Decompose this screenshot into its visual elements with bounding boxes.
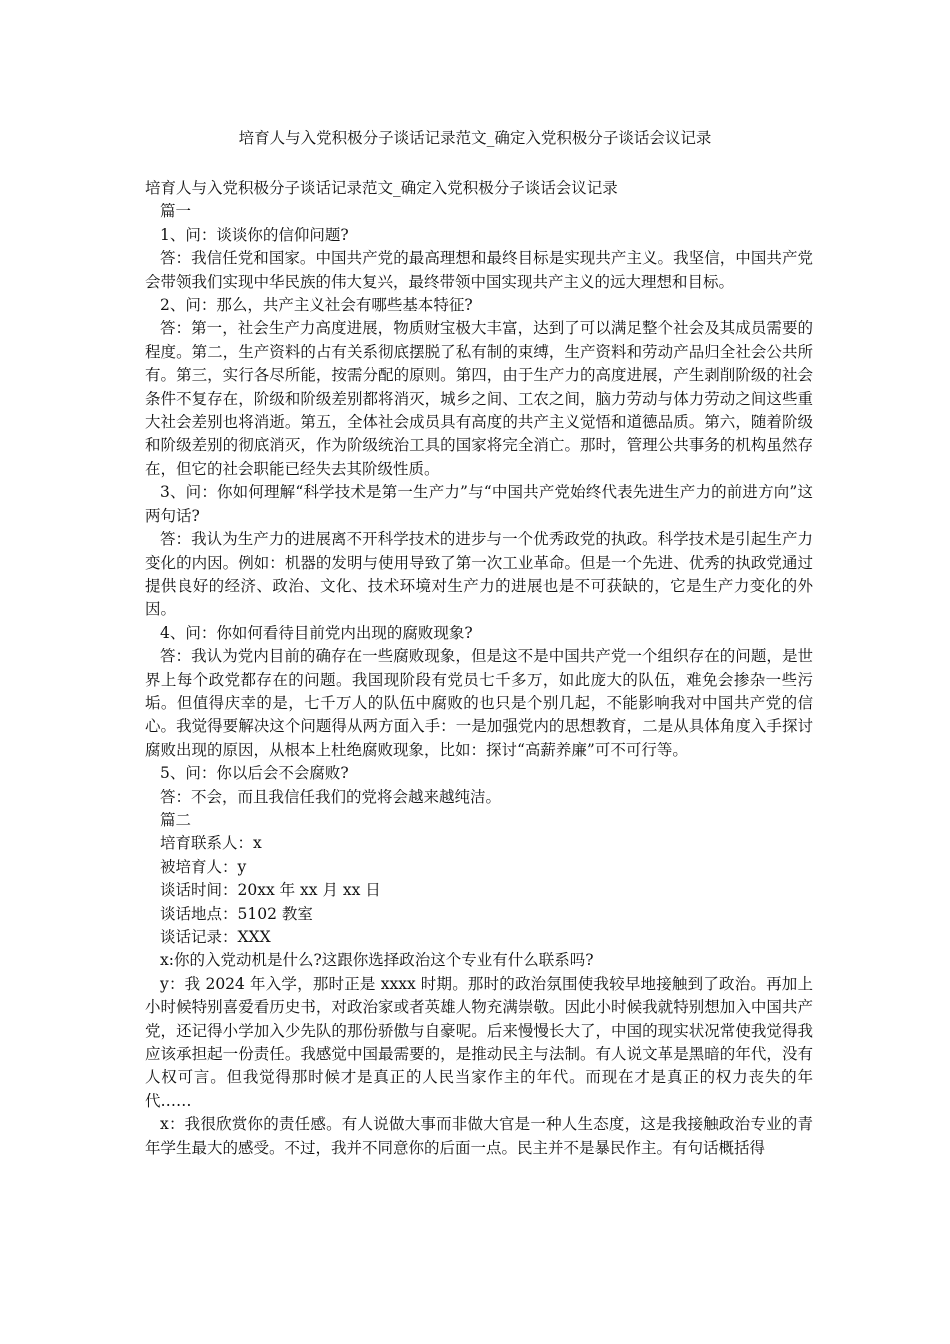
paragraph: 5、问：你以后会不会腐败? <box>160 764 349 783</box>
paragraph: y：我 2024 年入学，那时正是 xxxx 时期。那时的政治氛围使我较早地接触到了政治。再加上小时候特别喜爱看历史书，对政治家或者英雄人物充满崇敬。因此小时候我就特别想加入中国共产党，还记得小学加入少先队的那份骄傲与自豪呢。后来慢慢长大了，中国的现实状况常使我觉得我应该承担起一份责任。我感觉中国最需要的，是推动民主与法制。有人说文革是黑暗的年代，没有人权可言。但我觉得那时候才是真正的人民当家作主的年代。而现在才是真正的权力丧失的年代…… <box>145 974 813 1110</box>
paragraph: 被培育人：y <box>160 857 247 876</box>
paragraph: 答：我信任党和国家。中国共产党的最高理想和最终目标是实现共产主义。我坚信，中国共产党会带领我们实现中华民族的伟大复兴，最终带领中国实现共产主义的远大理想和目标。 <box>145 249 813 291</box>
paragraph: 谈话记录：XXX <box>160 928 271 946</box>
paragraph: 谈话时间：20xx 年 xx 月 xx 日 <box>160 881 381 900</box>
paragraph: 4、问：你如何看待目前党内出现的腐败现象? <box>160 623 473 642</box>
paragraph: 篇二 <box>160 810 192 829</box>
paragraph: 培育联系人：x <box>160 834 262 853</box>
document-body <box>145 177 813 1160</box>
paragraph: x:你的入党动机是什么?这跟你选择政治这个专业有什么联系吗? <box>160 951 594 970</box>
paragraph: 3、问：你如何理解“科学技术是第一生产力”与“中国共产党始终代表先进生产力的前进方向”这两句话? <box>145 483 813 525</box>
body-heading: 培育人与入党积极分子谈话记录范文_确定入党积极分子谈话会议记录 <box>145 179 618 197</box>
paragraph: 谈话地点：5102 教室 <box>160 904 313 923</box>
document-title: 培育人与入党积极分子谈话记录范文_确定入党积极分子谈话会议记录 <box>238 129 712 147</box>
paragraph: 篇一 <box>160 202 192 221</box>
paragraph: 答：不会，而且我信任我们的党将会越来越纯洁。 <box>160 787 502 806</box>
paragraph: 答：第一，社会生产力高度进展，物质财宝极大丰富，达到了可以满足整个社会及其成员需要的程度。第二，生产资料的占有关系彻底摆脱了私有制的束缚，生产资料和劳动产品归全社会公共所有。第三，实行各尽所能，按需分配的原则。第四，由于生产力的高度进展，产生剥削阶级的社会条件不复存在，阶级和阶级差别都将消灭，城乡之间、工农之间，脑力劳动与体力劳动之间这些重大社会差别也将消逝。第五，全体社会成员具有高度的共产主义觉悟和道德品质。第六，随着阶级和阶级差别的彻底消灭，作为阶级统治工具的国家将完全消亡。那时，管理公共事务的机构虽然存在，但它的社会职能已经失去其阶级性质。 <box>145 319 813 478</box>
paragraph: x：我很欣赏你的责任感。有人说做大事而非做大官是一种人生态度，这是我接触政治专业的青年学生最大的感受。不过，我并不同意你的后面一点。民主并不是暴民作主。有句话概括得 <box>145 1115 813 1157</box>
paragraph: 答：我认为生产力的进展离不开科学技术的进步与一个优秀政党的执政。科学技术是引起生产力变化的内因。例如：机器的发明与使用导致了第一次工业革命。但是一个先进、优秀的执政党通过提供良好的经济、政治、文化、技术环境对生产力的进展也是不可获缺的，它是生产力变化的外因。 <box>145 530 813 619</box>
paragraph: 2、问：那么，共产主义社会有哪些基本特征? <box>160 296 473 315</box>
paragraph: 答：我认为党内目前的确存在一些腐败现象，但是这不是中国共产党一个组织存在的问题，是世界上每个政党都存在的问题。我国现阶段有党员七千多万，如此庞大的队伍，难免会掺杂一些污垢。但值得庆幸的是，七千万人的队伍中腐败的也只是个别几起，不能影响我对中国共产党的信心。我觉得要解决这个问题得从两方面入手：一是加强党内的思想教育，二是从具体角度入手探讨腐败出现的原因，从根本上杜绝腐败现象，比如：探讨“高薪养廉”可不可行等。 <box>145 647 813 759</box>
paragraph: 1、问：谈谈你的信仰问题? <box>160 225 349 244</box>
